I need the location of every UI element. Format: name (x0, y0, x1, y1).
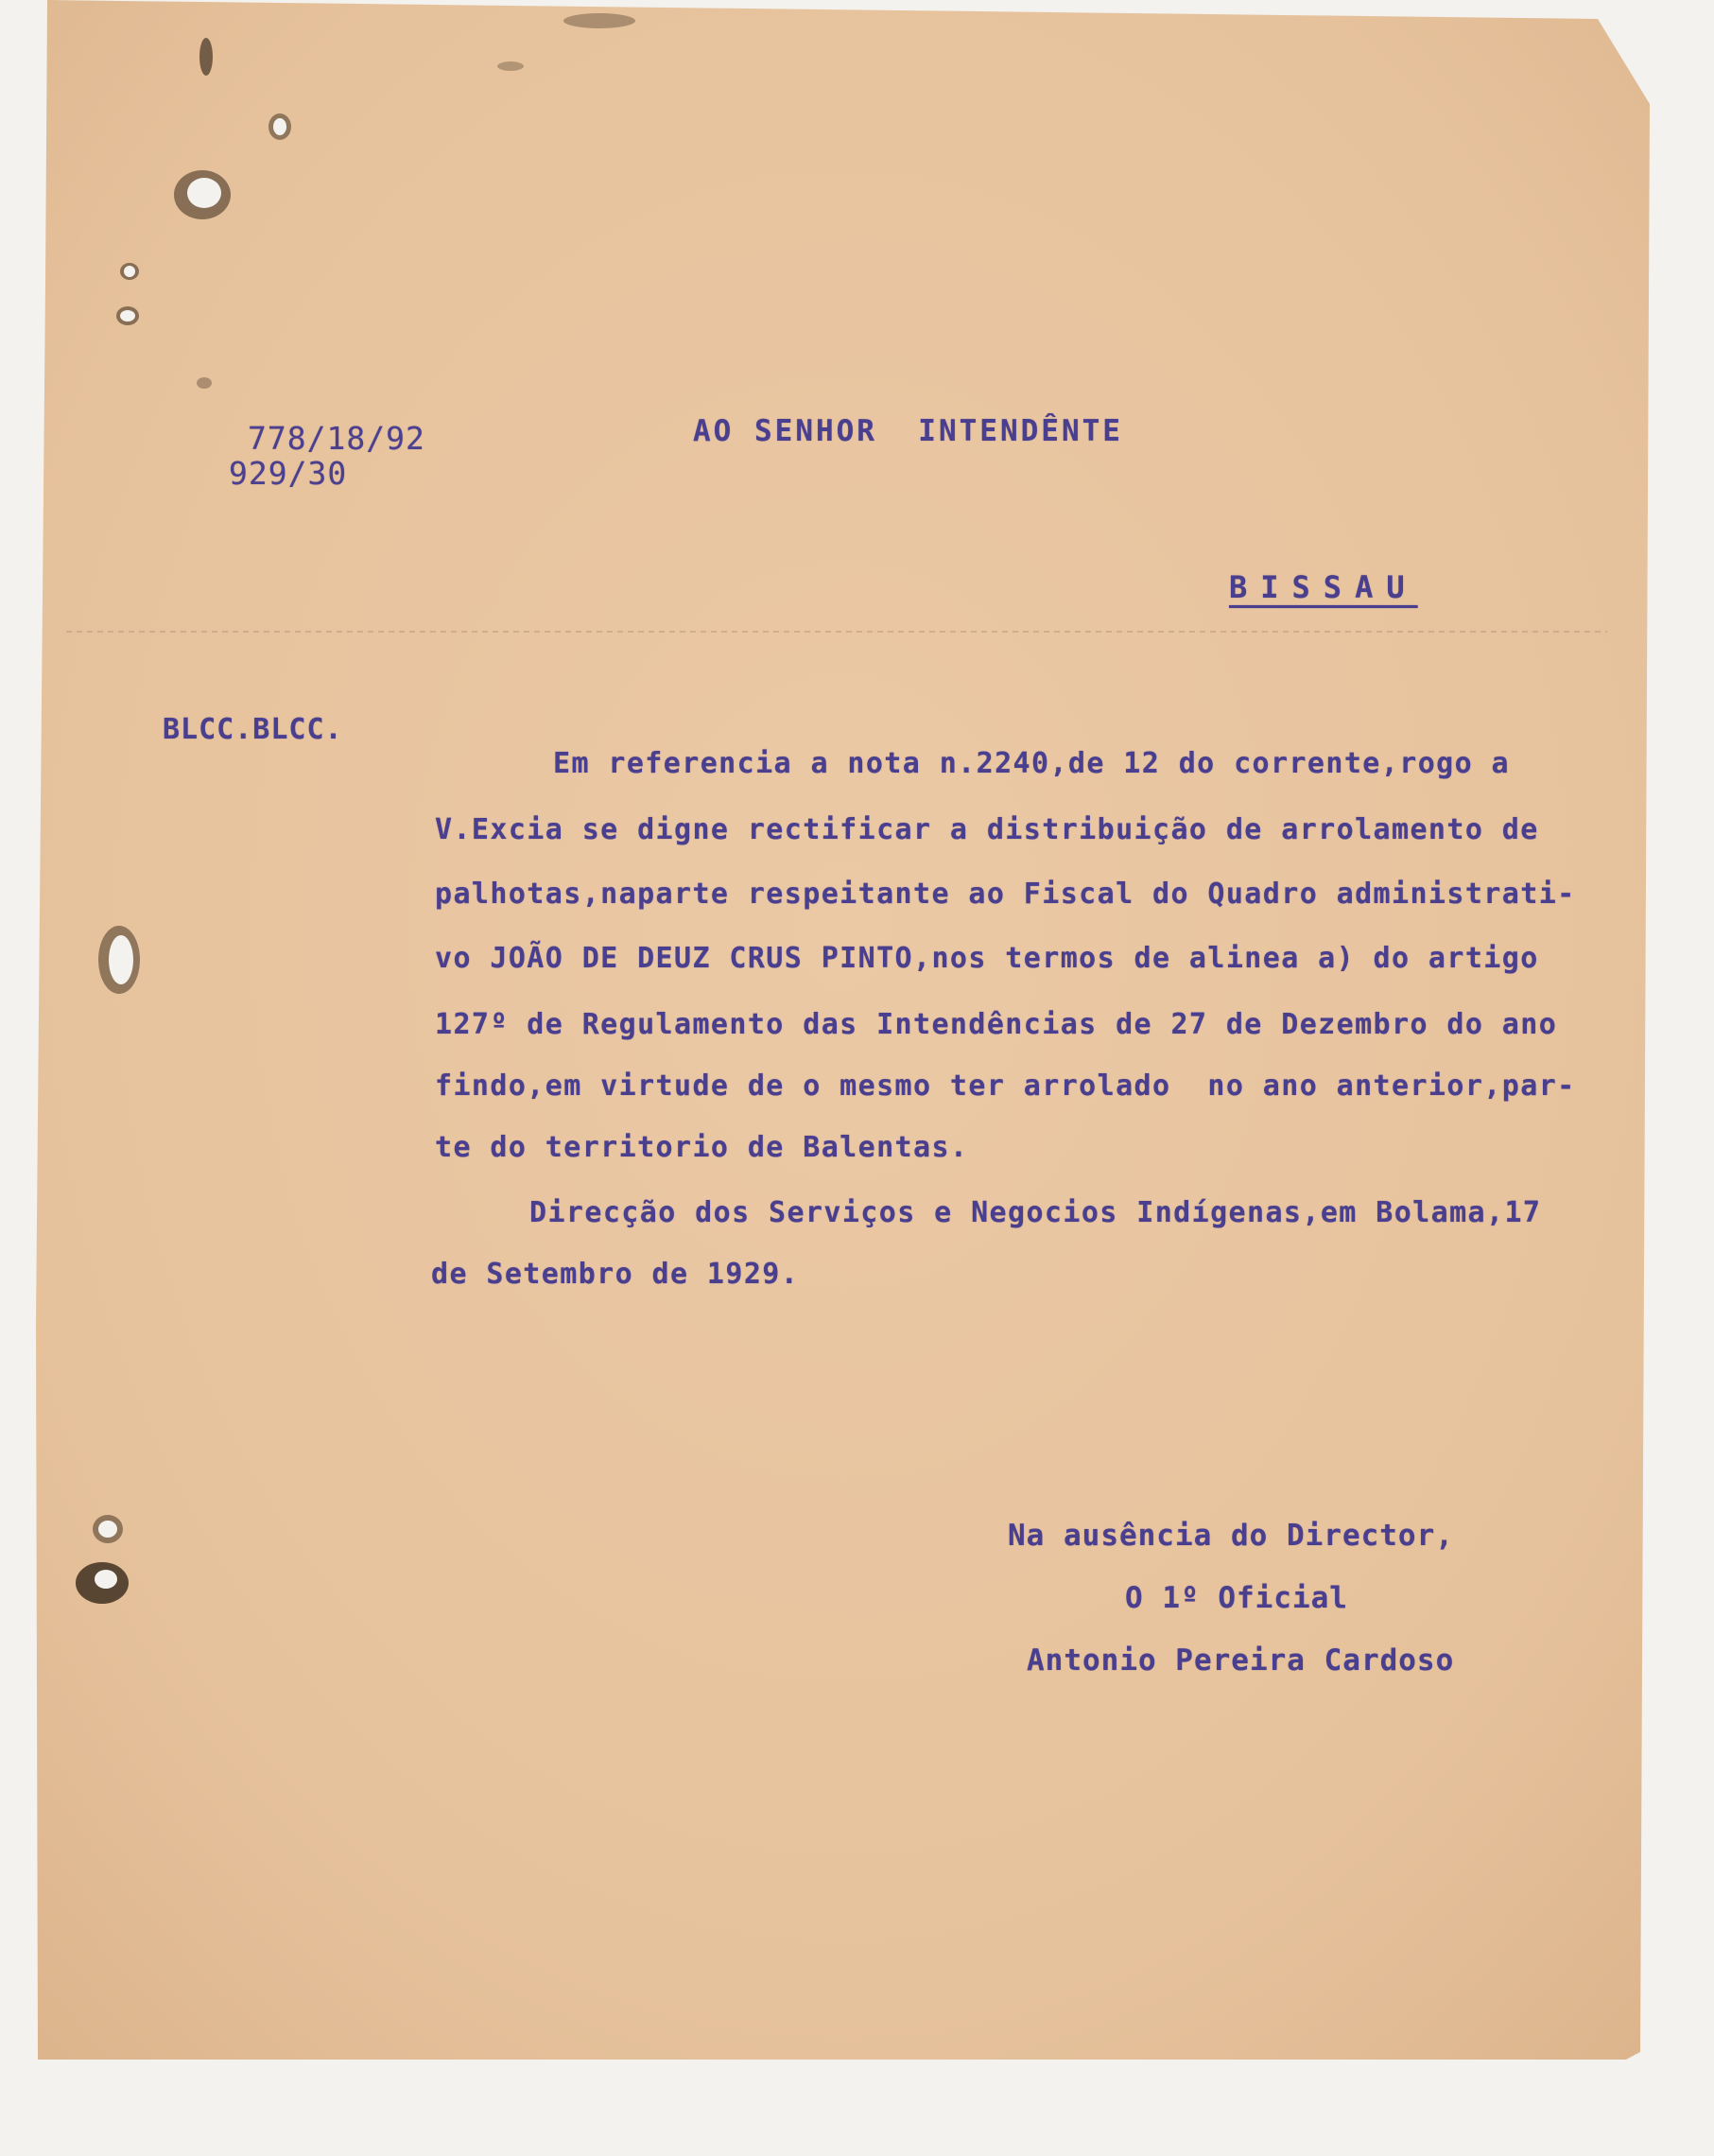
reference-number-2: 929/30 (229, 455, 348, 492)
body-line-6: findo,em virtude de o mesmo ter arrolado no ano anterior,par- (435, 1069, 1576, 1103)
body-line-4: vo JOÃO DE DEUZ CRUS PINTO,nos termos de alinea a) do artigo (435, 942, 1539, 975)
signature-line-3: Antonio Pereira Cardoso (1027, 1643, 1455, 1678)
body-line-3: palhotas,naparte respeitante ao Fiscal do Quadro administrati- (435, 878, 1576, 911)
body-line-5: 127º de Regulamento das Intendências de 27 de Dezembro do ano (435, 1008, 1558, 1041)
addressee: AO SENHOR INTENDÊNTE (693, 414, 1123, 448)
body-line-7: te do territorio de Balentas. (435, 1131, 969, 1164)
reference-number-1: 778/18/92 (248, 420, 425, 457)
signature-line-2: O 1º Oficial (1125, 1581, 1348, 1615)
body-line-2: V.Excia se digne rectificar a distribuição de arrolamento de (435, 813, 1539, 846)
place-name: BISSAU (1229, 569, 1418, 605)
signature-line-1: Na ausência do Director, (1008, 1519, 1454, 1553)
sender-initials: BLCC.BLCC. (163, 713, 343, 746)
body-line-1: Em referencia a nota n.2240,de 12 do corrente,rogo a (553, 747, 1510, 780)
body-line-9: de Setembro de 1929. (431, 1258, 800, 1291)
body-line-8: Direcção dos Serviços e Negocios Indígenas,em Bolama,17 (529, 1196, 1542, 1229)
